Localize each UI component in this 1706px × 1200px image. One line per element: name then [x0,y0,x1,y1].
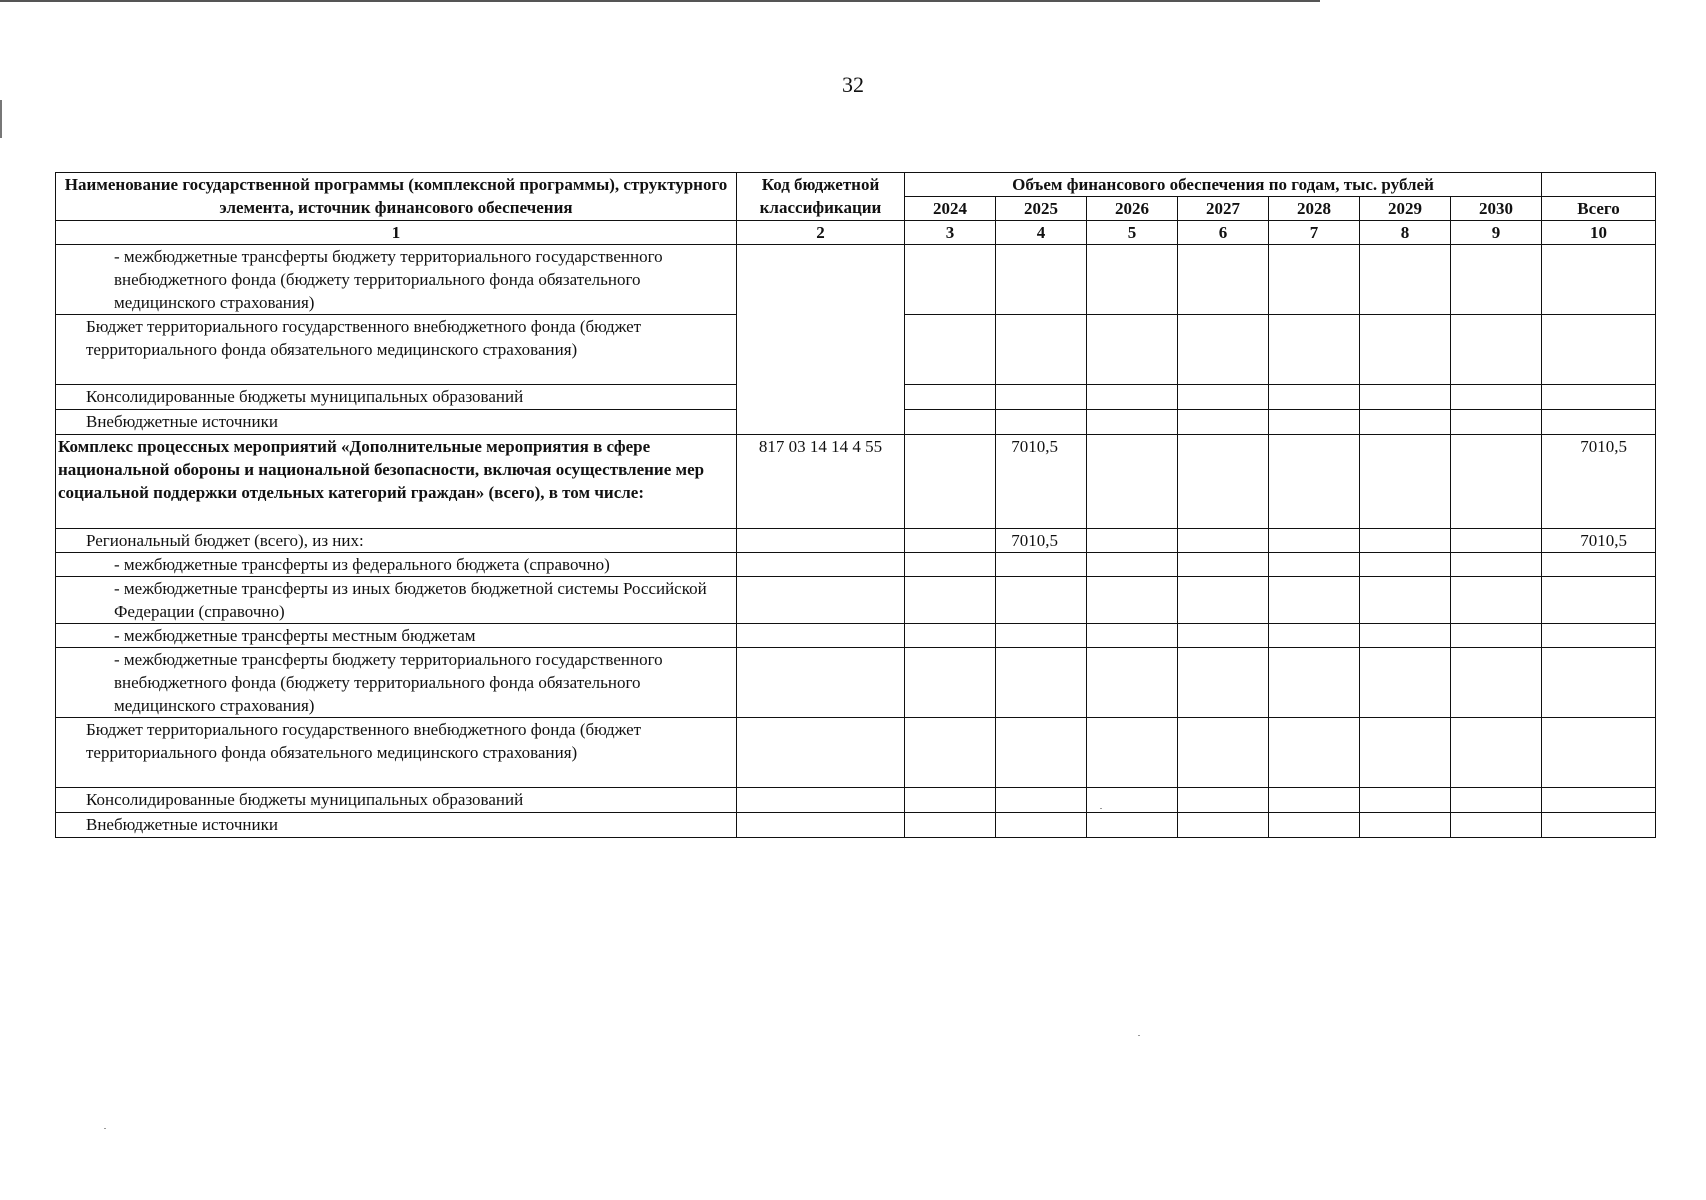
row-name: Бюджет территориального государственного внебюджетного фонда (бюджет территориального фонда обязательного медицинского страхования) [56,315,737,385]
row-value-2028 [1269,648,1360,718]
header-name: Наименование государственной программы (комплексной программы), структурного элемента, источник финансового обеспечения [56,173,737,221]
row-value-2030 [1451,624,1542,648]
table-row [56,648,1656,718]
row-value-2029 [1360,553,1451,577]
row-value-2027 [1178,788,1269,813]
column-number: 2 [737,221,905,245]
row-value-2027 [1178,553,1269,577]
row-value-2025 [996,648,1087,718]
row-total [1542,410,1656,435]
row-value-2030 [1451,315,1542,385]
row-name: - межбюджетные трансферты местным бюджетам [56,624,737,648]
row-value-2029 [1360,435,1451,529]
row-total: 7010,5 [1542,529,1656,553]
scan-speck [1138,1035,1140,1036]
row-value-2024 [905,648,996,718]
row-value-2024 [905,385,996,410]
row-name: Консолидированные бюджеты муниципальных образований [56,385,737,410]
column-number: 8 [1360,221,1451,245]
row-value-2027 [1178,813,1269,838]
row-value-2025: 7010,5 [996,529,1087,553]
table-row [56,718,1656,788]
row-value-2024 [905,529,996,553]
row-value-2030 [1451,410,1542,435]
row-value-2027 [1178,245,1269,315]
row-value-2024 [905,718,996,788]
page-number: 32 [842,72,864,97]
table-row [56,788,1656,813]
row-value-2027 [1178,315,1269,385]
column-number: 4 [996,221,1087,245]
row-value-2025 [996,385,1087,410]
row-value-2030 [1451,435,1542,529]
row-value-2026 [1087,410,1178,435]
row-value-2029 [1360,648,1451,718]
row-name: Консолидированные бюджеты муниципальных образований [56,788,737,813]
row-total [1542,624,1656,648]
row-value-2027 [1178,648,1269,718]
row-code [737,245,905,435]
row-code: 817 03 14 14 4 55 [737,435,905,529]
row-value-2025 [996,718,1087,788]
row-value-2029 [1360,529,1451,553]
row-name: - межбюджетные трансферты бюджету территориального государственного внебюджетного фонда (бюджету территориального фонда обязательного медицинского страхования) [56,245,737,315]
table-row [56,624,1656,648]
row-name: - межбюджетные трансферты бюджету территориального государственного внебюджетного фонда (бюджету территориального фонда обязательного медицинского страхования) [56,648,737,718]
row-value-2029 [1360,315,1451,385]
row-value-2028 [1269,553,1360,577]
row-code [737,529,905,553]
scan-speck [104,1128,106,1129]
row-total [1542,648,1656,718]
row-value-2027 [1178,410,1269,435]
column-number: 7 [1269,221,1360,245]
row-value-2028 [1269,410,1360,435]
table-row [56,245,1656,315]
table-row [56,813,1656,838]
table-row [56,577,1656,624]
table-row [56,529,1656,553]
row-value-2025: 7010,5 [996,435,1087,529]
row-total [1542,245,1656,315]
header-year: 2028 [1269,197,1360,221]
row-code [737,577,905,624]
header-year: 2025 [996,197,1087,221]
row-total [1542,315,1656,385]
row-name: Внебюджетные источники [56,410,737,435]
column-number: 9 [1451,221,1542,245]
row-value-2026 [1087,718,1178,788]
header-year: 2030 [1451,197,1542,221]
row-code [737,718,905,788]
row-code [737,788,905,813]
row-value-2027 [1178,529,1269,553]
row-total [1542,813,1656,838]
row-value-2028 [1269,435,1360,529]
row-total [1542,577,1656,624]
header-year: 2024 [905,197,996,221]
row-total [1542,385,1656,410]
header-year: 2027 [1178,197,1269,221]
row-value-2029 [1360,624,1451,648]
row-value-2029 [1360,245,1451,315]
row-value-2025 [996,788,1087,813]
row-value-2026 [1087,577,1178,624]
row-value-2030 [1451,813,1542,838]
row-value-2024 [905,624,996,648]
scan-mark-left [0,100,2,138]
row-value-2028 [1269,788,1360,813]
row-value-2028 [1269,718,1360,788]
column-number: 3 [905,221,996,245]
column-number: 1 [56,221,737,245]
row-value-2027 [1178,385,1269,410]
table-body [56,245,1656,838]
table-row [56,435,1656,529]
row-value-2025 [996,813,1087,838]
row-value-2026 [1087,529,1178,553]
row-name: Региональный бюджет (всего), из них: [56,529,737,553]
row-value-2030 [1451,553,1542,577]
header-code: Код бюджетной классификации [737,173,905,221]
row-value-2025 [996,553,1087,577]
header-total: Всего [1542,197,1656,221]
row-value-2024 [905,435,996,529]
header-total-blank [1542,173,1656,197]
row-value-2029 [1360,577,1451,624]
row-value-2026 [1087,813,1178,838]
row-value-2024 [905,788,996,813]
row-name: - межбюджетные трансферты из иных бюджетов бюджетной системы Российской Федерации (справочно) [56,577,737,624]
row-value-2028 [1269,529,1360,553]
row-code [737,648,905,718]
scan-speck [1100,808,1102,809]
row-value-2030 [1451,788,1542,813]
scan-border-top [0,0,1320,2]
row-value-2025 [996,245,1087,315]
row-value-2026 [1087,648,1178,718]
row-value-2024 [905,315,996,385]
column-number: 5 [1087,221,1178,245]
row-value-2030 [1451,718,1542,788]
row-value-2030 [1451,385,1542,410]
row-total [1542,553,1656,577]
row-value-2029 [1360,410,1451,435]
row-value-2029 [1360,718,1451,788]
row-value-2026 [1087,315,1178,385]
row-value-2025 [996,577,1087,624]
row-name: Бюджет территориального государственного внебюджетного фонда (бюджет территориального фонда обязательного медицинского страхования) [56,718,737,788]
row-value-2024 [905,553,996,577]
row-total: 7010,5 [1542,435,1656,529]
row-code [737,624,905,648]
row-value-2024 [905,813,996,838]
row-value-2024 [905,410,996,435]
row-value-2026 [1087,385,1178,410]
row-value-2026 [1087,245,1178,315]
row-value-2027 [1178,577,1269,624]
row-value-2025 [996,410,1087,435]
row-name: Комплекс процессных мероприятий «Дополнительные мероприятия в сфере национальной обороны и национальной безопасности, включая осуществление мер социальной поддержки отдельных категорий граждан» (всего), в том числе: [56,435,737,529]
row-value-2030 [1451,245,1542,315]
row-value-2028 [1269,315,1360,385]
row-code [737,553,905,577]
financing-table [55,172,1656,838]
row-value-2027 [1178,435,1269,529]
header-year: 2029 [1360,197,1451,221]
row-total [1542,718,1656,788]
header-funding: Объем финансового обеспечения по годам, тыс. рублей [905,173,1542,197]
row-value-2029 [1360,788,1451,813]
row-value-2028 [1269,813,1360,838]
row-value-2024 [905,245,996,315]
row-value-2026 [1087,553,1178,577]
table-row [56,553,1656,577]
row-value-2028 [1269,385,1360,410]
row-value-2025 [996,315,1087,385]
row-value-2028 [1269,624,1360,648]
row-value-2028 [1269,245,1360,315]
row-value-2027 [1178,624,1269,648]
column-number: 10 [1542,221,1656,245]
row-value-2029 [1360,813,1451,838]
row-value-2026 [1087,624,1178,648]
header-year: 2026 [1087,197,1178,221]
row-value-2027 [1178,718,1269,788]
row-value-2029 [1360,385,1451,410]
row-value-2028 [1269,577,1360,624]
row-name: - межбюджетные трансферты из федерального бюджета (справочно) [56,553,737,577]
row-name: Внебюджетные источники [56,813,737,838]
row-value-2030 [1451,648,1542,718]
row-value-2030 [1451,529,1542,553]
row-value-2024 [905,577,996,624]
row-code [737,813,905,838]
row-value-2025 [996,624,1087,648]
row-value-2026 [1087,435,1178,529]
column-number: 6 [1178,221,1269,245]
row-total [1542,788,1656,813]
row-value-2030 [1451,577,1542,624]
